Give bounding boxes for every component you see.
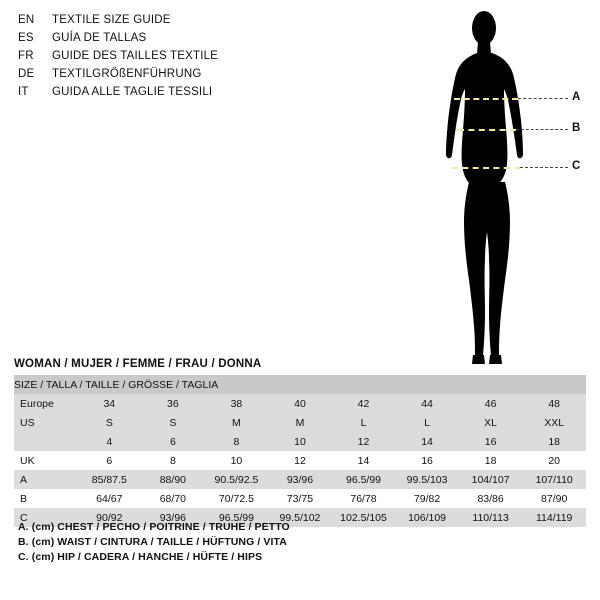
table-cell: XL	[459, 413, 523, 432]
legend-language-code: IT	[18, 86, 29, 98]
table-cell: 90/92	[78, 508, 142, 527]
table-cell: 18	[522, 432, 586, 451]
size-table	[14, 375, 586, 527]
chest-lead-line	[518, 98, 568, 99]
table-row	[14, 470, 586, 489]
legend-row	[18, 68, 318, 86]
table-cell: 99.5/102	[268, 508, 332, 527]
table-cell: 12	[268, 451, 332, 470]
note-waist: B. (cm) WAIST / CINTURA / TAILLE / HÜFTUNG / VITA	[18, 536, 287, 548]
table-cell: M	[205, 413, 269, 432]
note-hip: C. (cm) HIP / CADERA / HANCHE / HÜFTE / HIPS	[18, 551, 263, 563]
table-cell: 99.5/103	[395, 470, 459, 489]
legend-language-text: GUIDE DES TAILLES TEXTILE	[52, 50, 219, 62]
table-cell: 34	[78, 394, 142, 413]
legend-language-code: FR	[18, 50, 34, 62]
table-cell: 76/78	[332, 489, 396, 508]
size-table-block	[14, 358, 586, 527]
table-cell: 102.5/105	[332, 508, 396, 527]
table-cell: 10	[205, 451, 269, 470]
table-cell: 8	[141, 451, 205, 470]
table-cell: 88/90	[141, 470, 205, 489]
table-cell: L	[395, 413, 459, 432]
legend-language-text: GUIDA ALLE TAGLIE TESSILI	[52, 86, 213, 98]
row-label: Europe	[14, 394, 78, 413]
legend-row	[18, 14, 318, 32]
table-cell: 107/110	[522, 470, 586, 489]
table-cell: 18	[459, 451, 523, 470]
table-cell: 79/82	[395, 489, 459, 508]
table-header-label: SIZE / TALLA / TAILLE / GRÖSSE / TAGLIA	[14, 375, 586, 394]
table-group-title: WOMAN / MUJER / FEMME / FRAU / DONNA	[14, 358, 262, 370]
table-cell: 48	[522, 394, 586, 413]
table-cell: M	[268, 413, 332, 432]
table-cell: 90.5/92.5	[205, 470, 269, 489]
measurement-notes	[18, 520, 578, 565]
row-label	[14, 432, 78, 451]
table-cell: 83/86	[459, 489, 523, 508]
female-silhouette-figure	[420, 8, 590, 378]
legend-language-code: ES	[18, 32, 34, 44]
table-cell: 36	[141, 394, 205, 413]
waist-lead-line	[516, 129, 568, 130]
legend-row	[18, 86, 318, 104]
legend-language-text: TEXTILE SIZE GUIDE	[52, 14, 171, 26]
row-label: US	[14, 413, 78, 432]
chest-measure-line	[454, 98, 518, 100]
table-cell: 73/75	[268, 489, 332, 508]
legend-row	[18, 32, 318, 50]
table-cell: 10	[268, 432, 332, 451]
hip-measure-label: C	[572, 160, 581, 172]
row-label: C	[14, 508, 78, 527]
table-header-row	[14, 375, 586, 394]
table-cell: 114/119	[522, 508, 586, 527]
legend-row	[18, 50, 318, 68]
table-cell: 96.5/99	[205, 508, 269, 527]
table-row	[14, 489, 586, 508]
table-cell: 16	[395, 451, 459, 470]
language-legend	[18, 14, 318, 104]
table-cell: 16	[459, 432, 523, 451]
table-cell: 40	[268, 394, 332, 413]
hip-measure-line	[452, 167, 520, 169]
table-cell: 93/96	[141, 508, 205, 527]
table-cell: 64/67	[78, 489, 142, 508]
table-cell: 14	[332, 451, 396, 470]
table-cell: 12	[332, 432, 396, 451]
legend-language-text: TEXTILGRÖßENFÜHRUNG	[52, 68, 202, 80]
table-cell: 70/72.5	[205, 489, 269, 508]
table-cell: 93/96	[268, 470, 332, 489]
legend-language-code: EN	[18, 14, 35, 26]
table-row	[14, 432, 586, 451]
chest-measure-label: A	[572, 91, 581, 103]
row-label: B	[14, 489, 78, 508]
table-cell: 38	[205, 394, 269, 413]
table-cell: 87/90	[522, 489, 586, 508]
table-cell: S	[78, 413, 142, 432]
table-cell: 96.5/99	[332, 470, 396, 489]
table-row	[14, 451, 586, 470]
note-chest: A. (cm) CHEST / PECHO / POITRINE / TRUHE / PETTO	[18, 521, 290, 533]
row-label: A	[14, 470, 78, 489]
table-cell: 44	[395, 394, 459, 413]
table-cell: 85/87.5	[78, 470, 142, 489]
waist-measure-label: B	[572, 122, 581, 134]
hip-lead-line	[520, 167, 568, 168]
table-cell: 4	[78, 432, 142, 451]
table-cell: 110/113	[459, 508, 523, 527]
table-cell: 6	[141, 432, 205, 451]
table-cell: 6	[78, 451, 142, 470]
table-cell: 68/70	[141, 489, 205, 508]
table-cell: XXL	[522, 413, 586, 432]
table-row	[14, 394, 586, 413]
body-silhouette-icon	[420, 8, 590, 378]
table-cell: 20	[522, 451, 586, 470]
table-cell: 14	[395, 432, 459, 451]
table-cell: 46	[459, 394, 523, 413]
table-cell: 106/109	[395, 508, 459, 527]
table-cell: S	[141, 413, 205, 432]
table-cell: 104/107	[459, 470, 523, 489]
table-cell: L	[332, 413, 396, 432]
table-cell: 8	[205, 432, 269, 451]
legend-language-text: GUÍA DE TALLAS	[52, 32, 147, 44]
waist-measure-line	[458, 129, 516, 131]
row-label: UK	[14, 451, 78, 470]
table-row	[14, 413, 586, 432]
table-cell: 42	[332, 394, 396, 413]
legend-language-code: DE	[18, 68, 35, 80]
